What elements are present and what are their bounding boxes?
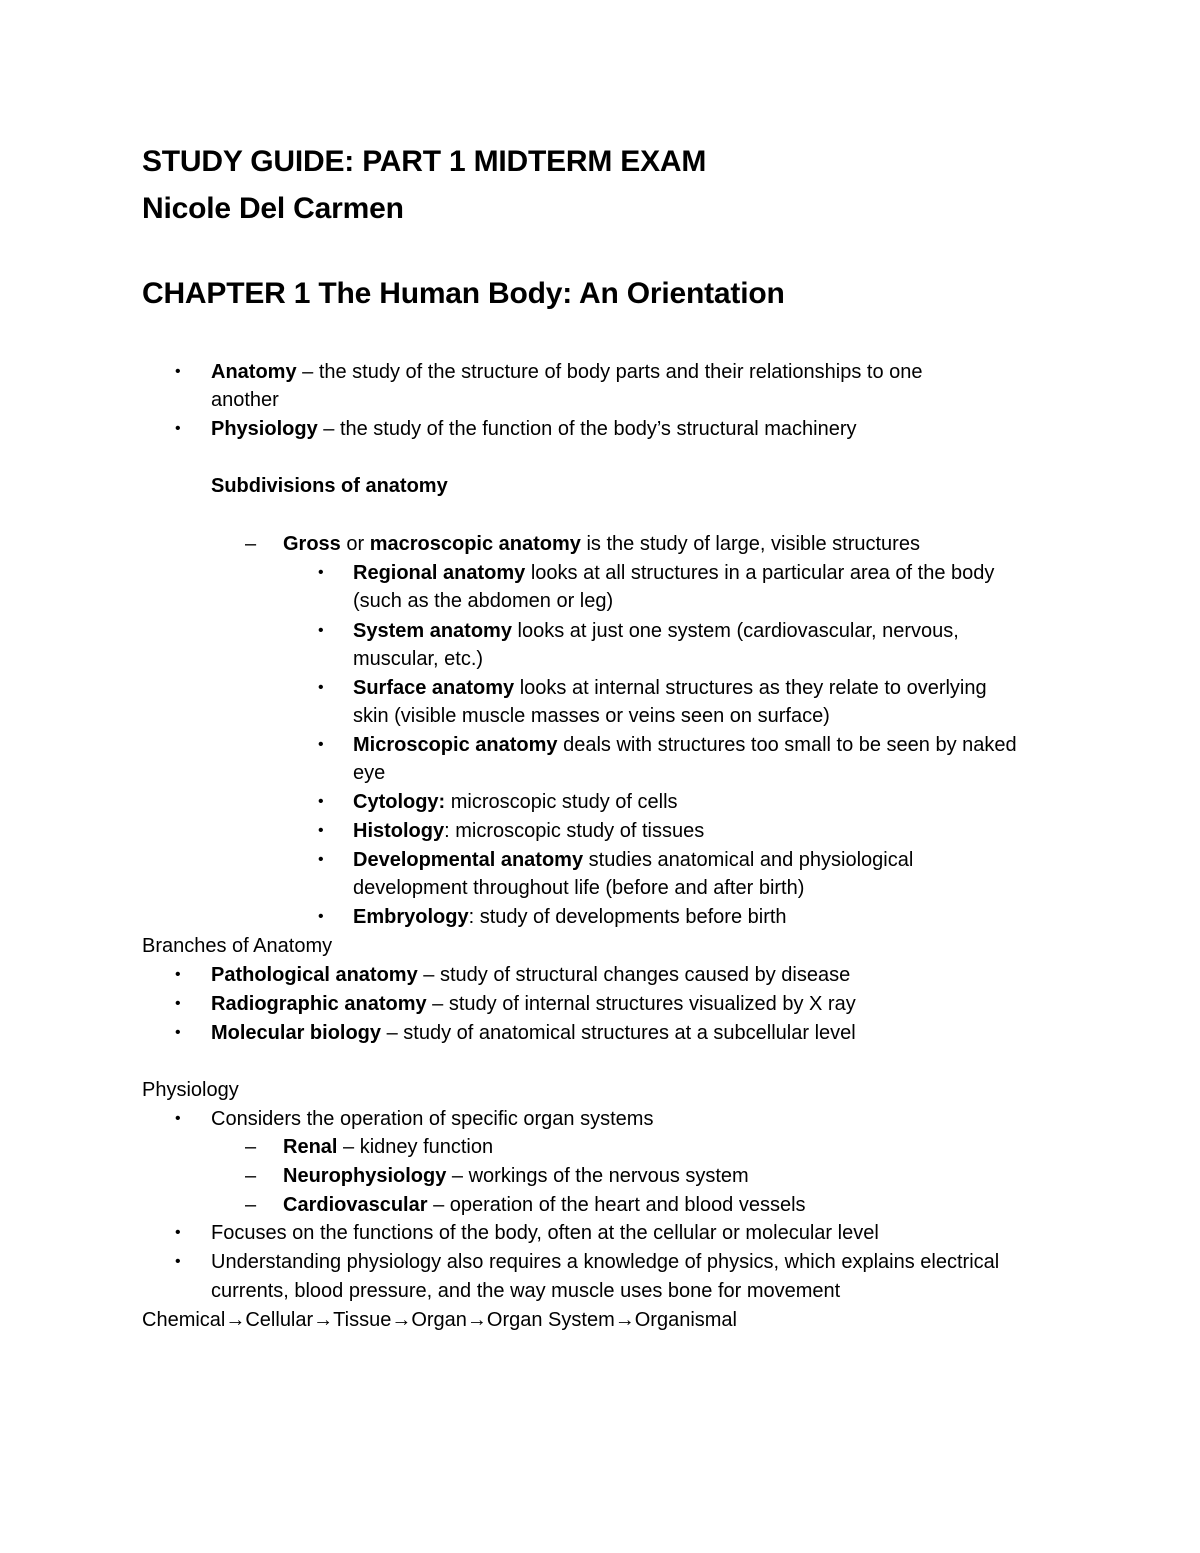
list-item-term: Surface anatomy [353,677,515,699]
list-item-text: : microscopic study of tissues [444,820,705,842]
list-item-text: – kidney function [337,1136,494,1158]
bullet-icon: • [318,679,324,696]
branches-heading: Branches of Anatomy [142,935,333,957]
list-item-term: Molecular biology [211,1022,382,1044]
list-item-cont: eye [353,762,386,784]
bullet-icon: • [318,622,324,639]
list-item-term: Microscopic anatomy [353,734,558,756]
list-item [353,846,913,874]
list-item-term: System anatomy [353,620,512,642]
bullet-icon: • [318,908,324,925]
list-item [211,990,856,1018]
anatomy-term: Anatomy [211,361,297,383]
list-item-text: studies anatomical and physiological [583,849,914,871]
list-item [353,788,678,816]
list-item-cont: (such as the abdomen or leg) [353,590,614,612]
dash-icon: – [245,1165,257,1187]
physiology-text: – the study of the function of the body’s structural machinery [317,418,857,440]
bullet-icon: • [175,995,181,1012]
list-item-term: Histology [353,820,445,842]
bullet-icon: • [318,564,324,581]
list-item-term: Developmental anatomy [353,849,584,871]
list-item [353,617,959,645]
list-item [353,559,994,587]
physiology-term: Physiology [211,418,318,440]
list-item-term: Cytology: [353,791,446,813]
dash-icon: – [245,1136,257,1158]
bullet-icon: • [175,420,181,437]
list-item-term: Pathological anatomy [211,964,418,986]
list-item [353,817,704,845]
list-item-text: – study of internal structures visualized by X ray [426,993,856,1015]
list-item-term: Embryology [353,906,469,928]
bullet-icon: • [175,1224,181,1241]
physiology-heading: Physiology [142,1079,239,1101]
gross-term: Gross [283,533,341,555]
list-item [283,1191,806,1219]
bullet-icon: • [175,1253,181,1270]
list-item-text: – operation of the heart and blood vessels [427,1194,806,1216]
dash-icon: – [245,533,257,555]
list-item-text: – workings of the nervous system [446,1165,749,1187]
gross-text: is the study of large, visible structures [580,533,920,555]
bullet-icon: • [318,736,324,753]
bullet-icon: • [175,966,181,983]
list-item-cont: development throughout life (before and after birth) [353,877,805,899]
bullet-icon: • [318,851,324,868]
anatomy-text: – the study of the structure of body parts and their relationships to one [296,361,923,383]
list-item-term: Neurophysiology [283,1165,447,1187]
list-item-term: Regional anatomy [353,562,526,584]
list-item-text: looks at internal structures as they relate to overlying [514,677,987,699]
gross-connector: or [340,533,370,555]
bullet-icon: • [175,1024,181,1041]
physiology-definition [211,415,857,443]
list-item [283,1162,749,1190]
list-item-text: looks at just one system (cardiovascular, nervous, [511,620,959,642]
bullet-icon: • [318,822,324,839]
list-item [211,961,850,989]
dash-icon: – [245,1194,257,1216]
list-item [353,674,987,702]
document-author: Nicole Del Carmen [142,192,404,225]
subdivisions-heading: Subdivisions of anatomy [211,475,448,497]
list-item-text: looks at all structures in a particular area of the body [525,562,995,584]
list-item-text: – study of structural changes caused by disease [417,964,851,986]
list-item [353,903,787,931]
macroscopic-term: macroscopic anatomy [369,533,581,555]
document-title: STUDY GUIDE: PART 1 MIDTERM EXAM [142,145,707,178]
list-item-term: Cardiovascular [283,1194,428,1216]
bullet-icon: • [175,1110,181,1127]
bullet-icon: • [318,793,324,810]
list-item: Understanding physiology also requires a knowledge of physics, which explains electrical [211,1251,1000,1273]
list-item [211,1019,856,1047]
list-item-cont: currents, blood pressure, and the way muscle uses bone for movement [211,1280,841,1302]
list-item: Focuses on the functions of the body, often at the cellular or molecular level [211,1222,879,1244]
chapter-title: CHAPTER 1 The Human Body: An Orientation [142,277,785,310]
bullet-icon: • [175,363,181,380]
list-item [353,731,1017,759]
organization-hierarchy: Chemical→Cellular→Tissue→Organ→Organ System→Organismal [142,1309,737,1331]
list-item: Considers the operation of specific organ systems [211,1108,654,1130]
list-item-cont: muscular, etc.) [353,648,484,670]
anatomy-definition [211,358,923,386]
list-item-term: Radiographic anatomy [211,993,427,1015]
list-item-text: – study of anatomical structures at a subcellular level [381,1022,856,1044]
gross-anatomy-item [283,530,920,558]
list-item-term: Renal [283,1136,338,1158]
list-item-text: microscopic study of cells [445,791,678,813]
list-item-cont: skin (visible muscle masses or veins seen on surface) [353,705,830,727]
anatomy-definition-cont: another [211,389,279,411]
list-item-text: deals with structures too small to be seen by naked [557,734,1017,756]
list-item-text: : study of developments before birth [468,906,787,928]
list-item [283,1133,493,1161]
